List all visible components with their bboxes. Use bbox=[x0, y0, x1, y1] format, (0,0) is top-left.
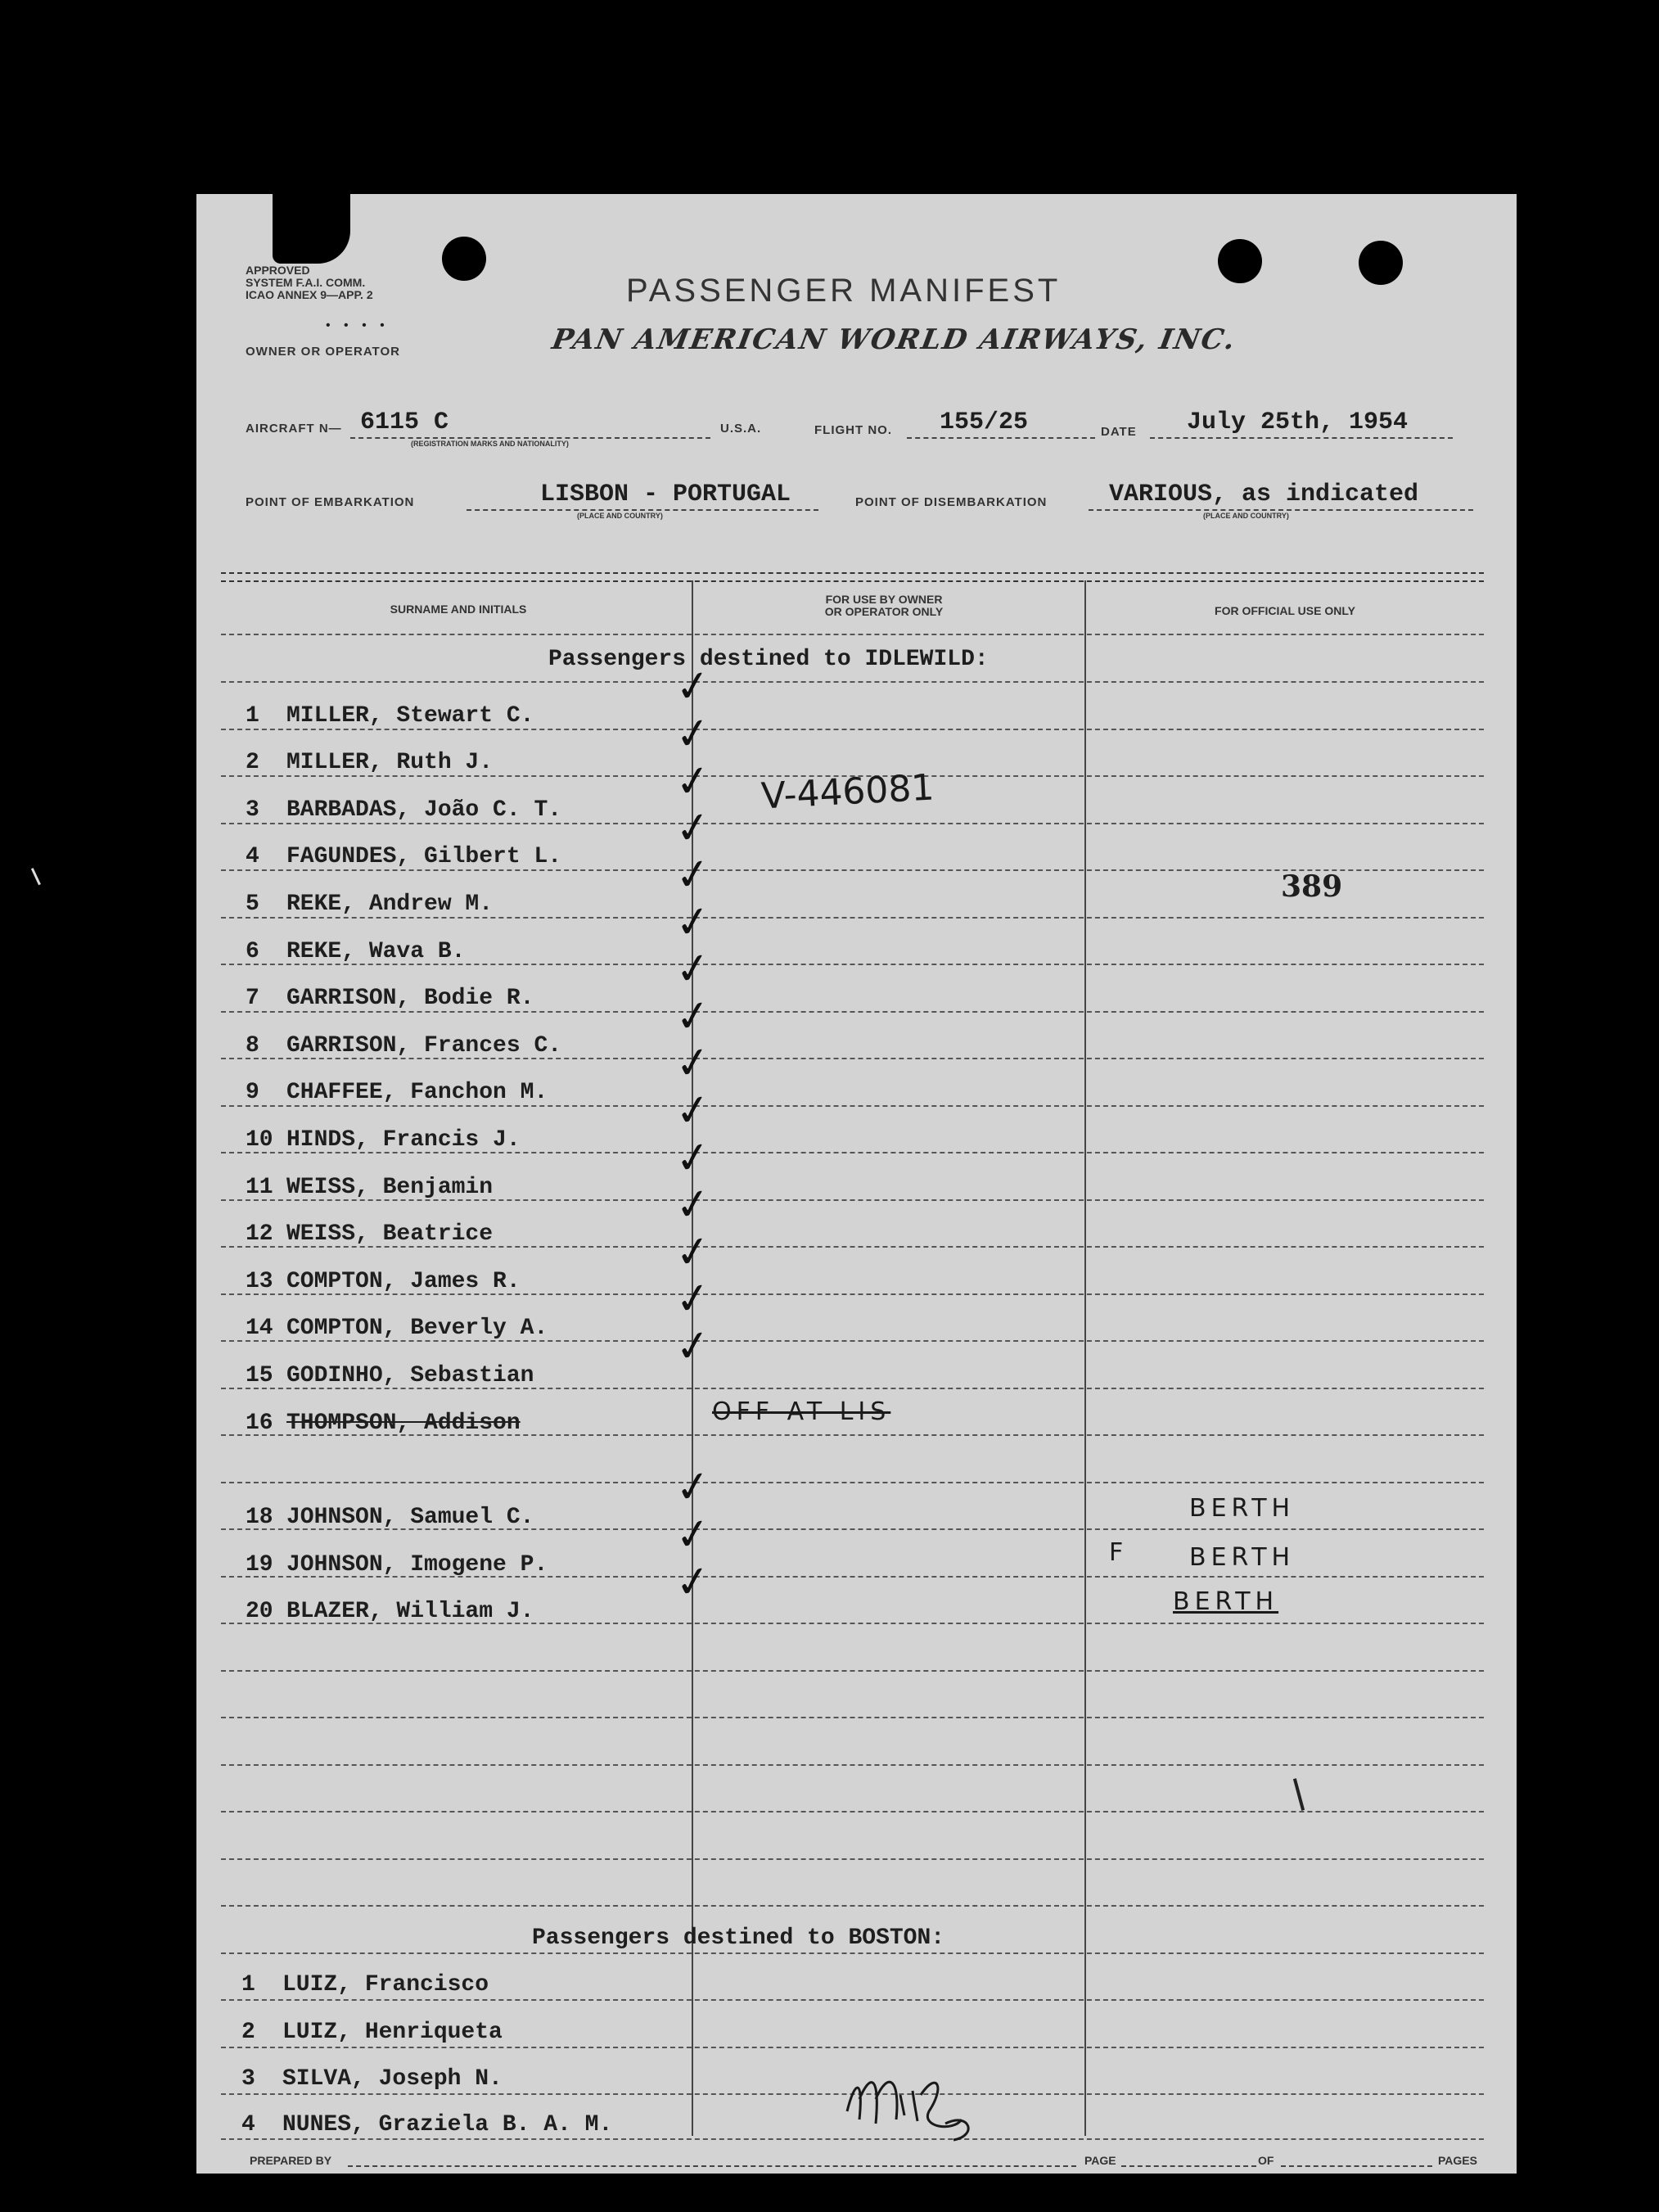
passenger-number: 5 bbox=[246, 892, 259, 917]
passenger-number: 13 bbox=[246, 1269, 273, 1294]
date-value: July 25th, 1954 bbox=[1187, 409, 1409, 436]
passenger-row bbox=[246, 1599, 534, 1624]
passenger-name: FAGUNDES, Gilbert L. bbox=[286, 844, 562, 869]
off-note: OFF AT LIS bbox=[712, 1397, 891, 1426]
ruled-line bbox=[221, 1858, 1484, 1860]
check-mark: ✓ bbox=[672, 1178, 715, 1232]
check-mark: ✓ bbox=[672, 1555, 715, 1609]
check-mark: ✓ bbox=[672, 990, 715, 1044]
aircraft-sublabel: (REGISTRATION MARKS AND NATIONALITY) bbox=[411, 440, 569, 448]
passenger-row bbox=[246, 892, 493, 917]
passenger-name: COMPTON, James R. bbox=[286, 1269, 521, 1294]
berth-note-1: BERTH bbox=[1189, 1494, 1296, 1523]
disembark-sublabel: (PLACE AND COUNTRY) bbox=[1203, 512, 1289, 520]
disembark-underline bbox=[1089, 509, 1473, 511]
passenger-number: 8 bbox=[246, 1033, 259, 1059]
passenger-name: REKE, Andrew M. bbox=[286, 892, 494, 917]
check-mark: ✓ bbox=[672, 801, 715, 855]
passenger-number: 11 bbox=[246, 1175, 273, 1200]
passenger-name: GODINHO, Sebastian bbox=[286, 1363, 534, 1388]
passenger-name: GARRISON, Frances C. bbox=[286, 1033, 562, 1059]
passenger-number: 3 bbox=[246, 797, 259, 823]
passenger-number: 3 bbox=[241, 2066, 255, 2092]
prepared-by-label: PREPARED BY bbox=[250, 2154, 332, 2167]
passenger-row bbox=[246, 1033, 561, 1059]
ruled-line bbox=[221, 634, 1484, 635]
check-mark: ✓ bbox=[672, 1084, 715, 1138]
passenger-row bbox=[246, 986, 534, 1011]
official-number: 389 bbox=[1281, 869, 1343, 904]
check-mark: ✓ bbox=[672, 755, 715, 809]
visa-number: V-446081 bbox=[760, 766, 935, 818]
passenger-number: 12 bbox=[246, 1221, 273, 1247]
passenger-row bbox=[246, 1080, 548, 1105]
check-mark: ✓ bbox=[672, 1320, 715, 1374]
passenger-name: GARRISON, Bodie R. bbox=[286, 986, 534, 1011]
ruled-line bbox=[221, 1105, 1484, 1107]
of-underline bbox=[1281, 2165, 1432, 2167]
passenger-number: 18 bbox=[246, 1505, 273, 1530]
passenger-row bbox=[246, 1175, 493, 1200]
passenger-row bbox=[246, 1552, 548, 1578]
passenger-number: 15 bbox=[246, 1363, 273, 1388]
section-heading-idlewild: Passengers destined to IDLEWILD: bbox=[548, 647, 989, 672]
passenger-number: 19 bbox=[246, 1552, 273, 1578]
approval-stamp: APPROVED SYSTEM F.A.I. COMM. ICAO ANNEX 9—APP. 2 bbox=[246, 264, 373, 301]
passenger-row bbox=[241, 1972, 489, 1998]
passenger-row bbox=[246, 797, 561, 823]
ruled-line bbox=[221, 1905, 1484, 1907]
aircraft-underline bbox=[350, 437, 710, 439]
check-mark: ✓ bbox=[672, 942, 715, 996]
passenger-number: 4 bbox=[241, 2112, 255, 2138]
passenger-row bbox=[246, 1221, 493, 1247]
passenger-row bbox=[246, 1411, 521, 1436]
passenger-number: 2 bbox=[241, 2020, 255, 2045]
date-label: DATE bbox=[1101, 425, 1137, 439]
punch-hole-right bbox=[1359, 241, 1403, 285]
airline-name: PAN AMERICAN WORLD AIRWAYS, INC. bbox=[549, 323, 1239, 356]
flight-value: 155/25 bbox=[940, 409, 1029, 436]
check-mark: ✓ bbox=[672, 660, 715, 714]
punch-hole-left bbox=[442, 237, 486, 281]
passenger-row bbox=[246, 1363, 534, 1388]
page-title: PASSENGER MANIFEST bbox=[626, 273, 1062, 309]
passenger-row bbox=[241, 2020, 503, 2045]
passenger-row bbox=[246, 1505, 534, 1530]
ruled-line bbox=[221, 1764, 1484, 1766]
passenger-name: THOMPSON, Addison bbox=[286, 1411, 521, 1436]
passenger-number: 16 bbox=[246, 1411, 273, 1436]
ruled-line bbox=[221, 917, 1484, 919]
page-label: PAGE bbox=[1084, 2154, 1116, 2167]
aircraft-value: 6115 C bbox=[360, 409, 449, 436]
ruled-line bbox=[221, 1952, 1484, 1954]
aircraft-label: AIRCRAFT N— bbox=[246, 422, 342, 436]
torn-corner bbox=[273, 194, 350, 264]
check-mark: ✓ bbox=[672, 848, 715, 902]
ruled-line bbox=[221, 1999, 1484, 2001]
passenger-number: 6 bbox=[246, 939, 259, 964]
passenger-name: JOHNSON, Imogene P. bbox=[286, 1552, 548, 1578]
passenger-row bbox=[246, 1127, 521, 1153]
column-header-owner-use: FOR USE BY OWNER OR OPERATOR ONLY bbox=[824, 593, 944, 618]
ruled-line bbox=[221, 823, 1484, 824]
embark-underline bbox=[467, 509, 818, 511]
passenger-name: HINDS, Francis J. bbox=[286, 1127, 521, 1153]
stray-mark bbox=[31, 865, 47, 886]
disembark-value: VARIOUS, as indicated bbox=[1109, 481, 1419, 508]
dots: • • • • bbox=[326, 318, 390, 332]
column-header-official-use: FOR OFFICIAL USE ONLY bbox=[1215, 604, 1355, 617]
prepared-by-underline bbox=[348, 2165, 1076, 2167]
embark-label: POINT OF EMBARKATION bbox=[246, 495, 415, 509]
punch-hole-middle bbox=[1218, 239, 1262, 283]
flight-label: FLIGHT NO. bbox=[814, 423, 892, 437]
passenger-name: BLAZER, William J. bbox=[286, 1599, 534, 1624]
usa-label: U.S.A. bbox=[720, 422, 762, 436]
date-underline bbox=[1150, 437, 1453, 439]
tick-mark bbox=[1293, 1778, 1305, 1811]
passenger-number: 4 bbox=[246, 844, 259, 869]
check-mark: ✓ bbox=[672, 1508, 715, 1562]
passenger-row bbox=[241, 2112, 612, 2138]
f-mark: F bbox=[1109, 1538, 1129, 1567]
passenger-row bbox=[241, 2066, 503, 2092]
column-header-surname: SURNAME AND INITIALS bbox=[390, 603, 527, 616]
passenger-number: 14 bbox=[246, 1316, 273, 1341]
passenger-row bbox=[246, 844, 561, 869]
check-mark: ✓ bbox=[672, 896, 715, 950]
owner-label: OWNER OR OPERATOR bbox=[246, 345, 400, 359]
berth-note-2: BERTH bbox=[1189, 1543, 1296, 1572]
passenger-number: 9 bbox=[246, 1080, 259, 1105]
passenger-name: NUNES, Graziela B. A. M. bbox=[282, 2112, 613, 2138]
check-mark: ✓ bbox=[672, 1131, 715, 1185]
manifest-sheet bbox=[196, 194, 1517, 2174]
check-mark: ✓ bbox=[672, 1226, 715, 1280]
passenger-name: REKE, Wava B. bbox=[286, 939, 466, 964]
of-label: OF bbox=[1258, 2154, 1274, 2167]
section-heading-boston: Passengers destined to BOSTON: bbox=[532, 1925, 945, 1951]
ruled-line bbox=[221, 2047, 1484, 2048]
passenger-row bbox=[246, 939, 465, 964]
passenger-name: WEISS, Benjamin bbox=[286, 1175, 494, 1200]
flight-underline bbox=[907, 437, 1095, 439]
passenger-name: LUIZ, Henriqueta bbox=[282, 2020, 503, 2045]
embark-value: LISBON - PORTUGAL bbox=[540, 481, 791, 508]
passenger-number: 1 bbox=[241, 1972, 255, 1998]
passenger-number: 10 bbox=[246, 1127, 273, 1153]
ruled-line bbox=[221, 1011, 1484, 1013]
passenger-name: SILVA, Joseph N. bbox=[282, 2066, 503, 2092]
passenger-number: 20 bbox=[246, 1599, 273, 1624]
handwritten-signature bbox=[839, 2062, 994, 2144]
ruled-line bbox=[221, 681, 1484, 683]
passenger-row bbox=[246, 1269, 521, 1294]
passenger-number: 7 bbox=[246, 986, 259, 1011]
ruled-line bbox=[221, 729, 1484, 730]
passenger-number: 1 bbox=[246, 703, 259, 729]
passenger-name: LUIZ, Francisco bbox=[282, 1972, 489, 1998]
embark-sublabel: (PLACE AND COUNTRY) bbox=[577, 512, 663, 520]
passenger-row bbox=[246, 703, 534, 729]
check-mark: ✓ bbox=[672, 1272, 715, 1326]
passenger-name: MILLER, Stewart C. bbox=[286, 703, 534, 729]
table-top-border bbox=[221, 572, 1484, 582]
passenger-name: BARBADAS, João C. T. bbox=[286, 797, 562, 823]
ruled-line bbox=[221, 1670, 1484, 1672]
page-underline bbox=[1121, 2165, 1256, 2167]
berth-note-3: BERTH bbox=[1173, 1587, 1279, 1616]
disembark-label: POINT OF DISEMBARKATION bbox=[855, 495, 1048, 509]
ruled-line bbox=[221, 1482, 1484, 1483]
ruled-line bbox=[221, 1717, 1484, 1718]
passenger-number: 2 bbox=[246, 750, 259, 775]
passenger-row bbox=[246, 1316, 548, 1341]
passenger-name: JOHNSON, Samuel C. bbox=[286, 1505, 534, 1530]
check-mark: ✓ bbox=[672, 707, 715, 761]
passenger-name: WEISS, Beatrice bbox=[286, 1221, 494, 1247]
passenger-row bbox=[246, 750, 493, 775]
check-mark: ✓ bbox=[672, 1460, 715, 1515]
passenger-name: MILLER, Ruth J. bbox=[286, 750, 494, 775]
passenger-name: COMPTON, Beverly A. bbox=[286, 1316, 548, 1341]
check-mark: ✓ bbox=[672, 1036, 715, 1090]
passenger-name: CHAFFEE, Fanchon M. bbox=[286, 1080, 548, 1105]
pages-label: PAGES bbox=[1438, 2154, 1477, 2167]
ruled-line bbox=[221, 1811, 1484, 1812]
column-divider-2 bbox=[1084, 580, 1086, 2136]
